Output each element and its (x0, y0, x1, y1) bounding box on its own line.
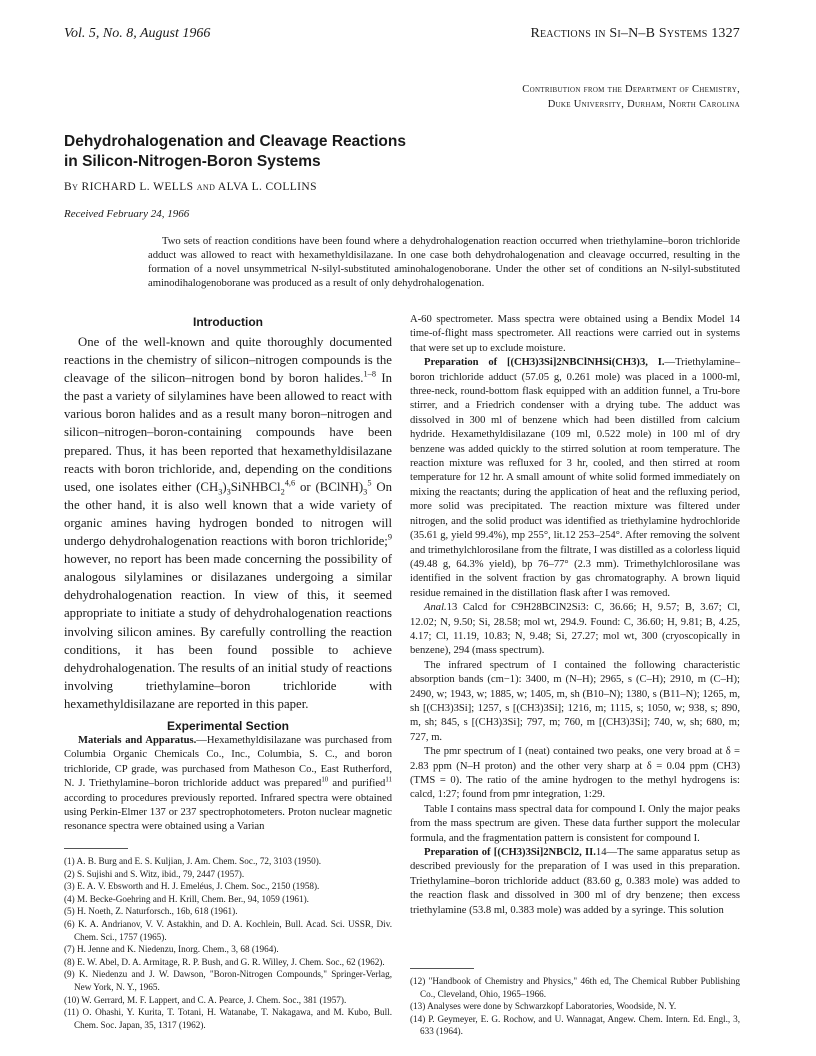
footnote: (12) "Handbook of Chemistry and Physics," 46th ed, The Chemical Rubber Publishing Co., Cleveland, Ohio, 1965–1966. (410, 976, 740, 999)
footnote: (11) O. Ohashi, Y. Kurita, T. Totani, H. Watanabe, T. Nakagawa, and M. Kubo, Bull. Chem. Soc. Japan, 35, 1317 (1962). (64, 1007, 392, 1030)
running-header-left: Vol. 5, No. 8, August 1966 (64, 26, 211, 41)
materials-lead: Materials and Apparatus. (78, 734, 197, 746)
preparation-ii-lead: Preparation of [(CH3)3Si]2NBCl2, II. (424, 847, 596, 859)
left-column (64, 314, 392, 835)
footnotes-right (410, 975, 740, 1038)
introduction-paragraph: One of the well-known and quite thoroughly documented reactions in the chemistry of silicon–nitrogen compounds is the cleavage of the silicon–nitrogen bond by boron halides.$^{1-8}$ In the past a variety of silylamines have been allowed to react with various boron halides and as a result many boron–nitrogen and silicon–nitrogen–boron-containing compounds have been prepared. Thus, it has been reported that hexamethyldisilazane reacts with boron trichloride, and, depending on the conditions used, one isolates either $(CH_3)_3SiNHBCl_2^{4,6}$ or $(BClNH)_3^5$ On the other hand, it is also well known that a wide variety of organic amines having hydrogen bonded to nitrogen will undergo dehydrohalogenation reactions with boron trichloride;$^9$ however, no report has been made concerning the possibility of analogous silylamines or disilazanes undergoing a similar dehydrohalogenation reaction. In view of this, it seemed appropriate to initiate a study of dehydrohalogenation reactions involving silicon amines. By carefully controlling the reaction conditions, it has been found possible to achieve dehydrohalogenation. The results of an initial study of reactions involving triethylamine–boron trichloride with hexamethyldisilazane are reported in this paper. (64, 335, 392, 711)
experimental-heading: Experimental Section (166, 718, 290, 733)
received-date: Received February 24, 1966 (64, 208, 190, 220)
footnote-rule-left (64, 848, 128, 849)
byline-and: and (196, 181, 216, 193)
preparation-ii-paragraph: Preparation of [(CH3)3Si]2NBCl2, II.14—The same apparatus setup as described previously for the preparation of I was used in this preparation. Triethylamine–boron trichloride adduct (83.60 g, 0.383 mole) was added to the reaction flask and dissolved in 300 ml of dry benzene; then excess triethylamine (53.8 ml, 0.383 mole) was added by a syringe. This solution (410, 847, 740, 916)
apparatus-continued-paragraph: A-60 spectrometer. Mass spectra were obtained using a Bendix Model 14 time-of-flight mass spectrometer. All reactions were carried out in systems that were set up to exclude moisture. (410, 314, 740, 354)
abstract: Two sets of reaction conditions have been found where a dehydrohalogenation reaction occurred when triethylamine–boron trichloride adduct was allowed to react with hexamethyldisilazane. In one case both dehydrohalogenation and cleavage occurred, resulting in the formation of a novel unsymmetrical N-silyl-substituted aminohalogenoborane. Under the other set of conditions an N-silyl-substituted aminodihalogenoborane was produced as a result of only dehydrohalogenation. (148, 236, 740, 289)
title-line-1: Dehydrohalogenation and Cleavage Reactions (64, 133, 406, 150)
infrared-paragraph: The infrared spectrum of I contained the following characteristic absorption bands (cm−1): 3400, m (N–H); 2965, s (C–H); 2910, m (C–H); 2490, w; 1943, w; 1885, w; 1405, m, sh (B10–N); 1380, s (B11–N); 1265, m, sh [(CH3)3Si]; 1257, s [(CH3)3Si]; 1216, m; 1115, s; 1050, w; 938, s; 890, m, sh; 845, s [(CH3)3Si]; 797, m; 760, m [(CH3)3Si]; 740, w, sh; 680, m; 727, m. (410, 659, 740, 743)
article-title (64, 132, 624, 172)
footnote: (14) P. Geymeyer, E. G. Rochow, and U. Wannagat, Angew. Chem. Intern. Ed. Engl., 3, 633 (1964). (410, 1013, 740, 1037)
preparation-i-paragraph: Preparation of [(CH3)3Si]2NBClNHSi(CH3)3, I.—Triethylamine–boron trichloride adduct (57.05 g, 0.261 mole) was placed in a 1000-ml, three-neck, round-bottom flask equipped with an addition funnel, a Tru-bore stirrer, and a Friedrich condenser with a drying tube. The adduct was dissolved in 300 ml of benzene which had been distilled from calcium hydride. Hexamethyldisilazane (109 ml, 0.522 mole) in 100 ml of dry benzene was added quickly to the stirred solution at room temperature. The reaction mixture was refluxed for 3 hr, cooled, and then stirred at room temperature for 12 hr. A small amount of white solid formed immediately on mixing the reactants; during the application of heat and the refluxing period, more solid was precipitated. The reaction mixture was filtered under nitrogen, and the solid product was identified as triethylamine hydrochloride (35.61 g, yield 99.4%), mp 255°, lit.12 253–254°. After removing the solvent and trimethylchlorosilane from the filtrate, I was distilled as a colorless liquid (49.48 g, 64.3% yield), bp 76–77° (2.3 mm). Trimethylchlorosilane was identified in the solvent fraction by gas chromatography. A brown liquid residue remained in the distillation flask after I was removed. (410, 357, 740, 599)
footnote: (3) E. A. V. Ebsworth and H. J. Emeléus, J. Chem. Soc., 2150 (1958). (64, 881, 320, 892)
byline (64, 181, 317, 193)
footnote-rule-right (410, 968, 474, 969)
footnote: (10) W. Gerrard, M. F. Lappert, and C. A. Pearce, J. Chem. Soc., 381 (1957). (64, 994, 347, 1005)
analysis-paragraph: Anal.13 Calcd for C9H28BClN2Si3: C, 36.66; H, 9.57; B, 3.67; Cl, 12.02; N, 9.50; Si, 28.58; mol wt, 294.9. Found: C, 36.60; H, 9.81; B, 4.25, 4.17; Cl, 11.19, 10.83; N, 9.48; Si, 27.27; mol wt, 300 (cryoscopically in benzene), 294 (mass spectrum). (410, 602, 740, 657)
materials-paragraph: Materials and Apparatus.—Hexamethyldisilazane was purchased from Columbia Organic Chemicals Co., Inc., Columbia, S. C., and boron trichloride, CP grade, was purchased from Matheson Co., East Rutherford, N. J. Triethylamine–boron trichloride adduct was prepared$^{10}$ and purified$^{11}$ according to procedures previously reported. Infrared spectra were obtained using Perkin-Elmer 137 or 237 spectrophotometers. Proton nuclear magnetic resonance spectra were obtained using a Varian (64, 734, 392, 833)
footnote: (1) A. B. Burg and E. S. Kuljian, J. Am. Chem. Soc., 72, 3103 (1950). (64, 856, 322, 866)
analysis-lead: Anal. (424, 602, 447, 614)
footnote: (5) H. Noeth, Z. Naturforsch., 16b, 618 (1961). (64, 906, 238, 917)
contribution-line-2: Duke University, Durham, North Carolina (547, 99, 740, 110)
pmr-paragraph: The pmr spectrum of I (neat) contained two peaks, one very broad at δ = 2.83 ppm (N–H proton) and the other very sharp at δ = 0.04 ppm (CH3) (TMS = 0). The ratio of the amine hydrogen to the methyl hydrogens is: calcd, 1:27; found from pmr integration, 1:29. (410, 746, 740, 801)
footnotes-left (64, 855, 392, 1031)
footnote: (2) S. Sujishi and S. Witz, ibid., 79, 2447 (1957). (64, 868, 245, 879)
footnote: (7) H. Jenne and K. Niedenzu, Inorg. Chem., 3, 68 (1964). (64, 944, 279, 955)
byline-by: By (64, 181, 79, 193)
footnote: (6) K. A. Andrianov, V. V. Astakhin, and D. A. Kochlein, Bull. Acad. Sci. USSR, Div. Chem. Sci., 1757 (1965). (64, 918, 392, 942)
right-column (410, 313, 740, 918)
footnote: (8) E. W. Abel, D. A. Armitage, R. P. Bush, and G. R. Willey, J. Chem. Soc., 62 (1962). (64, 956, 385, 967)
preparation-i-lead: Preparation of [(CH3)3Si]2NBClNHSi(CH3)3, I. (424, 357, 665, 369)
title-line-2: in Silicon-Nitrogen-Boron Systems (64, 153, 321, 170)
contribution-affiliation (400, 82, 740, 112)
footnote: (9) K. Niedenzu and J. W. Dawson, "Boron-Nitrogen Compounds," Springer-Verlag, New York, N. Y., 1965. (64, 969, 392, 992)
author-1: RICHARD L. WELLS (81, 181, 194, 193)
introduction-heading: Introduction (193, 315, 263, 329)
running-header-right: Reactions in Si–N–B Systems 1327 (530, 26, 740, 41)
footnote: (4) M. Becke-Goehring and H. Krill, Chem. Ber., 94, 1059 (1961). (64, 893, 309, 904)
footnote: (13) Analyses were done by Schwarzkopf Laboratories, Woodside, N. Y. (410, 1001, 677, 1012)
contribution-line-1: Contribution from the Department of Chemistry, (522, 84, 740, 95)
author-2: ALVA L. COLLINS (217, 181, 317, 193)
table-reference-paragraph: Table I contains mass spectral data for compound I. Only the major peaks from the mass spectrum are given. These data further support the molecular formula, and the fragmentation pattern is consistent for compound I. (410, 803, 740, 844)
